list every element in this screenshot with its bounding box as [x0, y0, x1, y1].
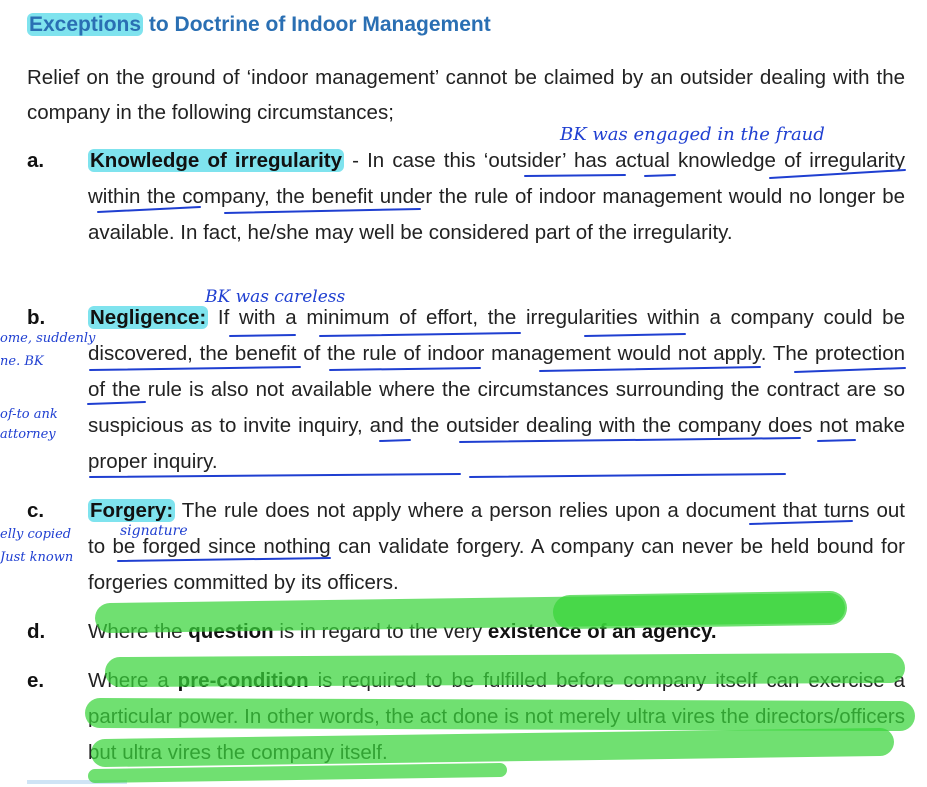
margin-note: ne. BK [0, 354, 44, 369]
item-letter: e. [27, 669, 45, 692]
title-highlight: Exceptions [29, 13, 142, 36]
item-bold-term: existence of an agency. [487, 620, 717, 643]
item-text-mid: is in regard to the very [273, 620, 488, 643]
item-body [88, 663, 905, 771]
item-bold-term: question [188, 620, 274, 643]
item-heading: Negligence: [90, 306, 207, 329]
item-letter: a. [27, 149, 45, 172]
margin-note: of-to ank [0, 407, 58, 422]
item-text: - In case this ‘outsider’ has actual knowledge of irregularity within the company, the benefit under the rule of indoor management would no longer be available. In fact, he/she may well be considered part of the irregularity. [88, 149, 905, 244]
item-heading: Forgery: [90, 499, 174, 522]
handwritten-note-c: signature [120, 523, 188, 539]
item-letter: c. [27, 499, 45, 522]
item-body [88, 300, 905, 480]
item-text-post: is required to be fulfilled before company itself can exercise a particular power. In other words, the act done is not merely ultra vires the directors/officers but ultra vires the company itself. [88, 669, 905, 764]
item-text-pre: Where the [88, 620, 189, 643]
highlight-stroke [570, 608, 830, 612]
handwritten-note-b: BK was careless [205, 287, 346, 307]
item-bold-term: pre-condition [177, 669, 309, 692]
page-title [27, 10, 491, 40]
item-letter: d. [27, 620, 46, 643]
intro-paragraph: Relief on the ground of ‘indoor management’ cannot be claimed by an outsider dealing with the company in the following circumstances; [27, 66, 905, 124]
item-heading: Knowledge of irregularity [90, 149, 343, 172]
title-rest: to Doctrine of Indoor Management [143, 13, 491, 36]
margin-note: elly copied [0, 527, 72, 542]
item-body [88, 143, 905, 251]
item-text: The rule does not apply where a person relies upon a document that turns out to be forged since nothing can validate forgery. A company can never be held bound for forgeries committed by its officers. [88, 499, 905, 594]
margin-note: attorney [0, 427, 56, 442]
item-body [88, 493, 905, 601]
item-body [88, 614, 905, 650]
item-letter: b. [27, 306, 46, 329]
item-text: If with a minimum of effort, the irregularities within a company could be discovered, the benefit of the rule of indoor management would not apply. The protection of the rule is also not available where the circumstances surrounding the contract are so suspicious as to invite inquiry, and the outsider dealing with the company does not make proper inquiry. [88, 306, 905, 473]
bottom-divider [27, 780, 127, 784]
handwritten-note-a: BK was engaged in the fraud [560, 124, 825, 145]
item-text-pre: Where a [88, 669, 178, 692]
margin-note: ome, suddenly [0, 331, 96, 346]
margin-note: Just known [0, 550, 74, 565]
